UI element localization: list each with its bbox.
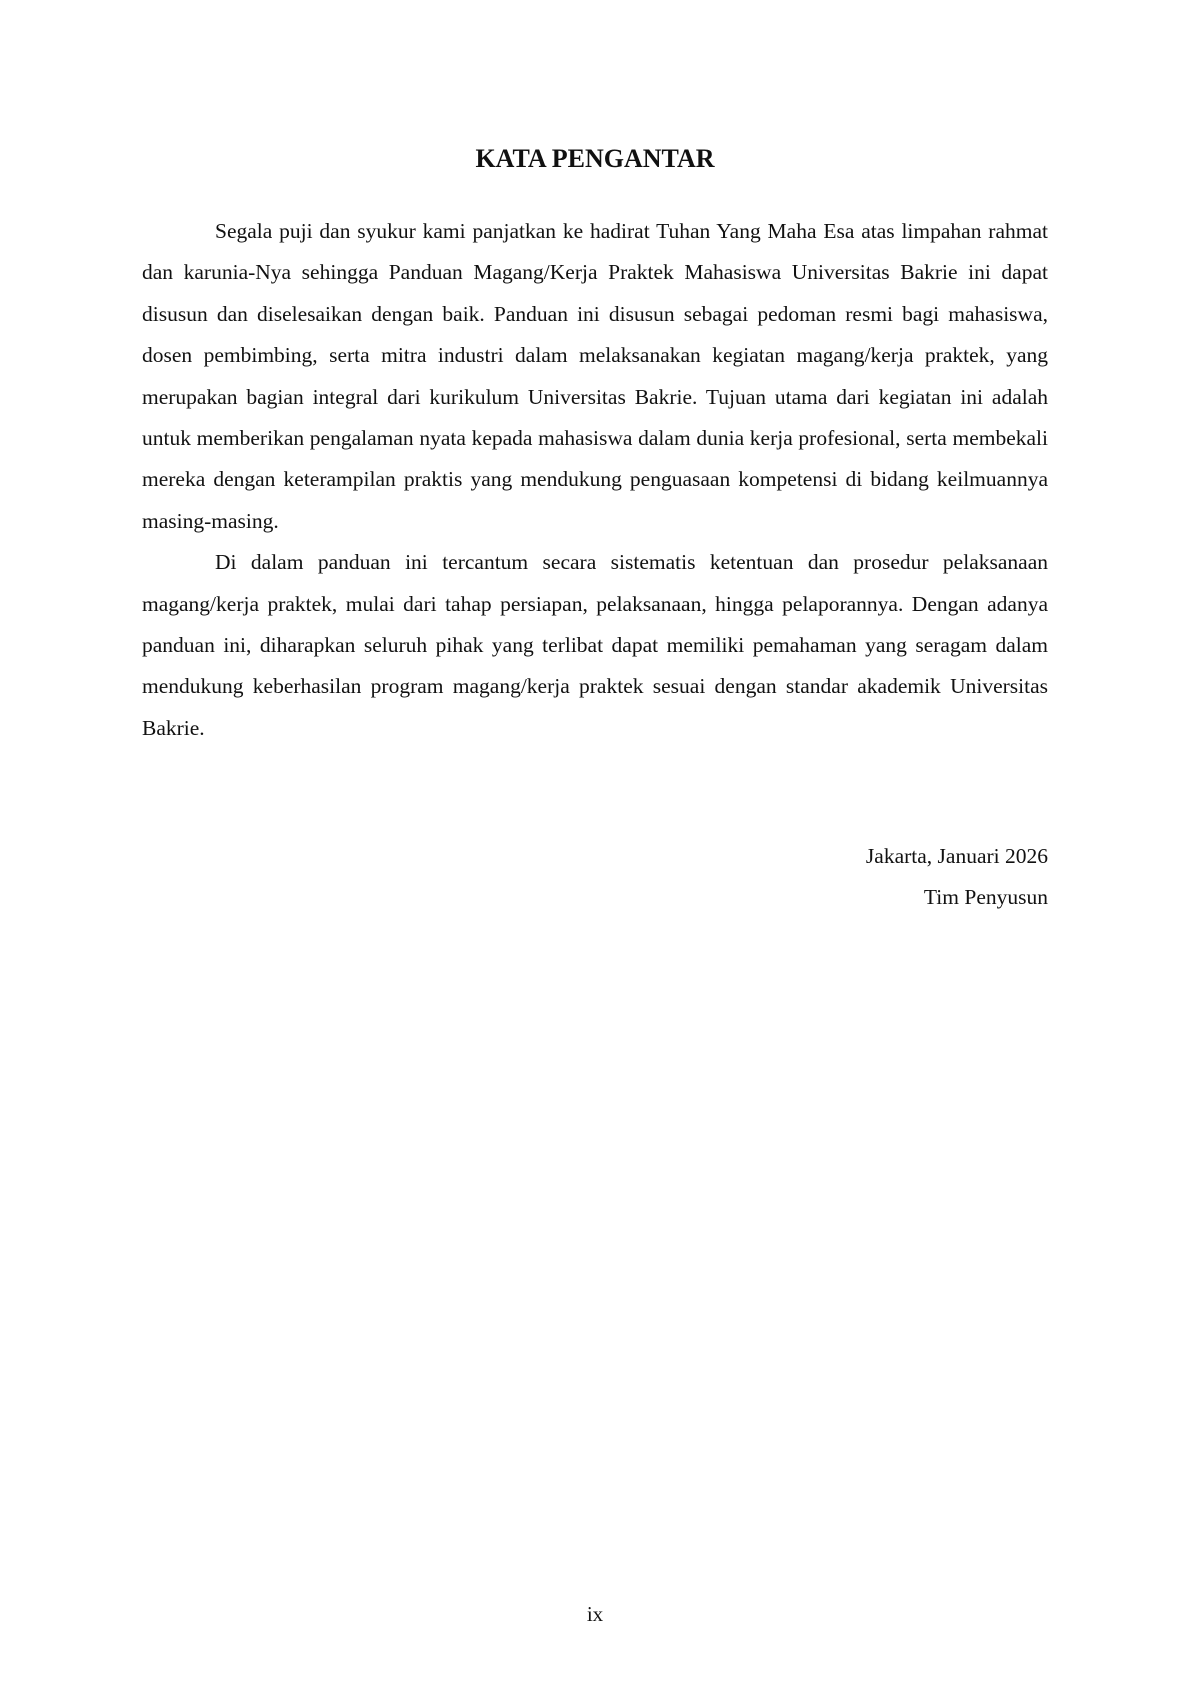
signature-author: Tim Penyusun: [923, 885, 1048, 910]
signature-block: [866, 836, 1048, 919]
signature-place-date: Jakarta, Januari 2026: [865, 844, 1048, 868]
body-text: [142, 211, 1048, 749]
paragraph-1: Segala puji dan syukur kami panjatkan ke hadirat Tuhan Yang Maha Esa atas limpahan rahmat dan karunia-Nya sehingga Panduan Magang/Kerja Praktek Mahasiswa Universitas Bakrie ini dapat disusun dan diselesaikan dengan baik. Panduan ini disusun sebagai pedoman resmi bagi mahasiswa, dosen pembimbing, serta mitra industri dalam melaksanakan kegiatan magang/kerja praktek, yang merupakan bagian integral dari kurikulum Universitas Bakrie. Tujuan utama dari kegiatan ini adalah untuk memberikan pengalaman nyata kepada mahasiswa dalam dunia kerja profesional, serta membekali mereka dengan keterampilan praktis yang mendukung penguasaan kompetensi di bidang keilmuannya masing-masing.: [142, 219, 1048, 533]
paragraph-2: Di dalam panduan ini tercantum secara sistematis ketentuan dan prosedur pelaksanaan magang/kerja praktek, mulai dari tahap persiapan, pelaksanaan, hingga pelaporannya. Dengan adanya panduan ini, diharapkan seluruh pihak yang terlibat dapat memiliki pemahaman yang seragam dalam mendukung keberhasilan program magang/kerja praktek sesuai dengan standar akademik Universitas Bakrie.: [142, 550, 1048, 740]
page-number: ix: [586, 1602, 604, 1626]
page-title: KATA PENGANTAR: [475, 144, 715, 173]
